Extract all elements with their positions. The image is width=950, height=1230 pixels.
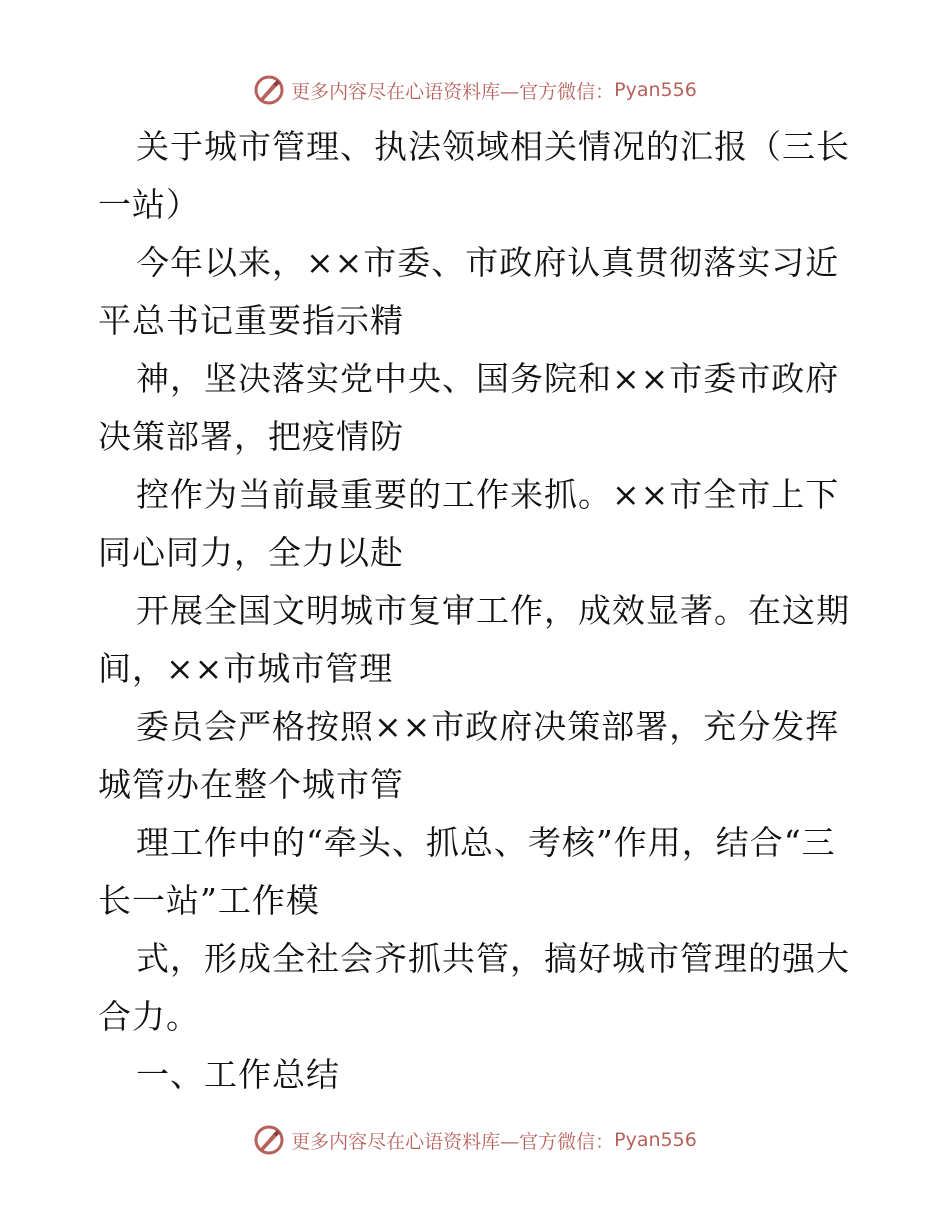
paragraph: 神，坚决落实党中央、国务院和××市委市政府决策部署，把疫情防 (98, 359, 840, 456)
header-banner-text: 更多内容尽在心语资料库—官方微信： (291, 80, 615, 103)
pen-logo-icon (253, 1124, 285, 1156)
pen-logo-icon (253, 74, 285, 106)
paragraph: 委员会严格按照××市政府决策部署，充分发挥城管办在整个城市管 (98, 707, 840, 804)
paragraph: 控作为当前最重要的工作来抓。××市全市上下同心同力，全力以赴 (98, 475, 840, 572)
paragraph: 今年以来，××市委、市政府认真贯彻落实习近平总书记重要指示精 (98, 243, 840, 340)
footer-banner (0, 1120, 950, 1160)
document-body (98, 118, 858, 1104)
header-banner-wechat: Pyan556 (614, 79, 697, 101)
footer-banner-wechat: Pyan556 (614, 1129, 697, 1151)
paragraph: 理工作中的“牵头、抓总、考核”作用，结合“三长一站”工作模 (98, 823, 836, 920)
section-heading: 一、工作总结 (136, 1055, 340, 1094)
paragraph: 开展全国文明城市复审工作，成效显著。在这期间，××市城市管理 (98, 591, 850, 688)
document-title: 关于城市管理、执法领域相关情况的汇报（三长一站） (98, 127, 850, 224)
paragraph: 式，形成全社会齐抓共管，搞好城市管理的强大合力。 (98, 939, 850, 1036)
footer-banner-text: 更多内容尽在心语资料库—官方微信： (291, 1130, 615, 1153)
header-banner (0, 70, 950, 110)
